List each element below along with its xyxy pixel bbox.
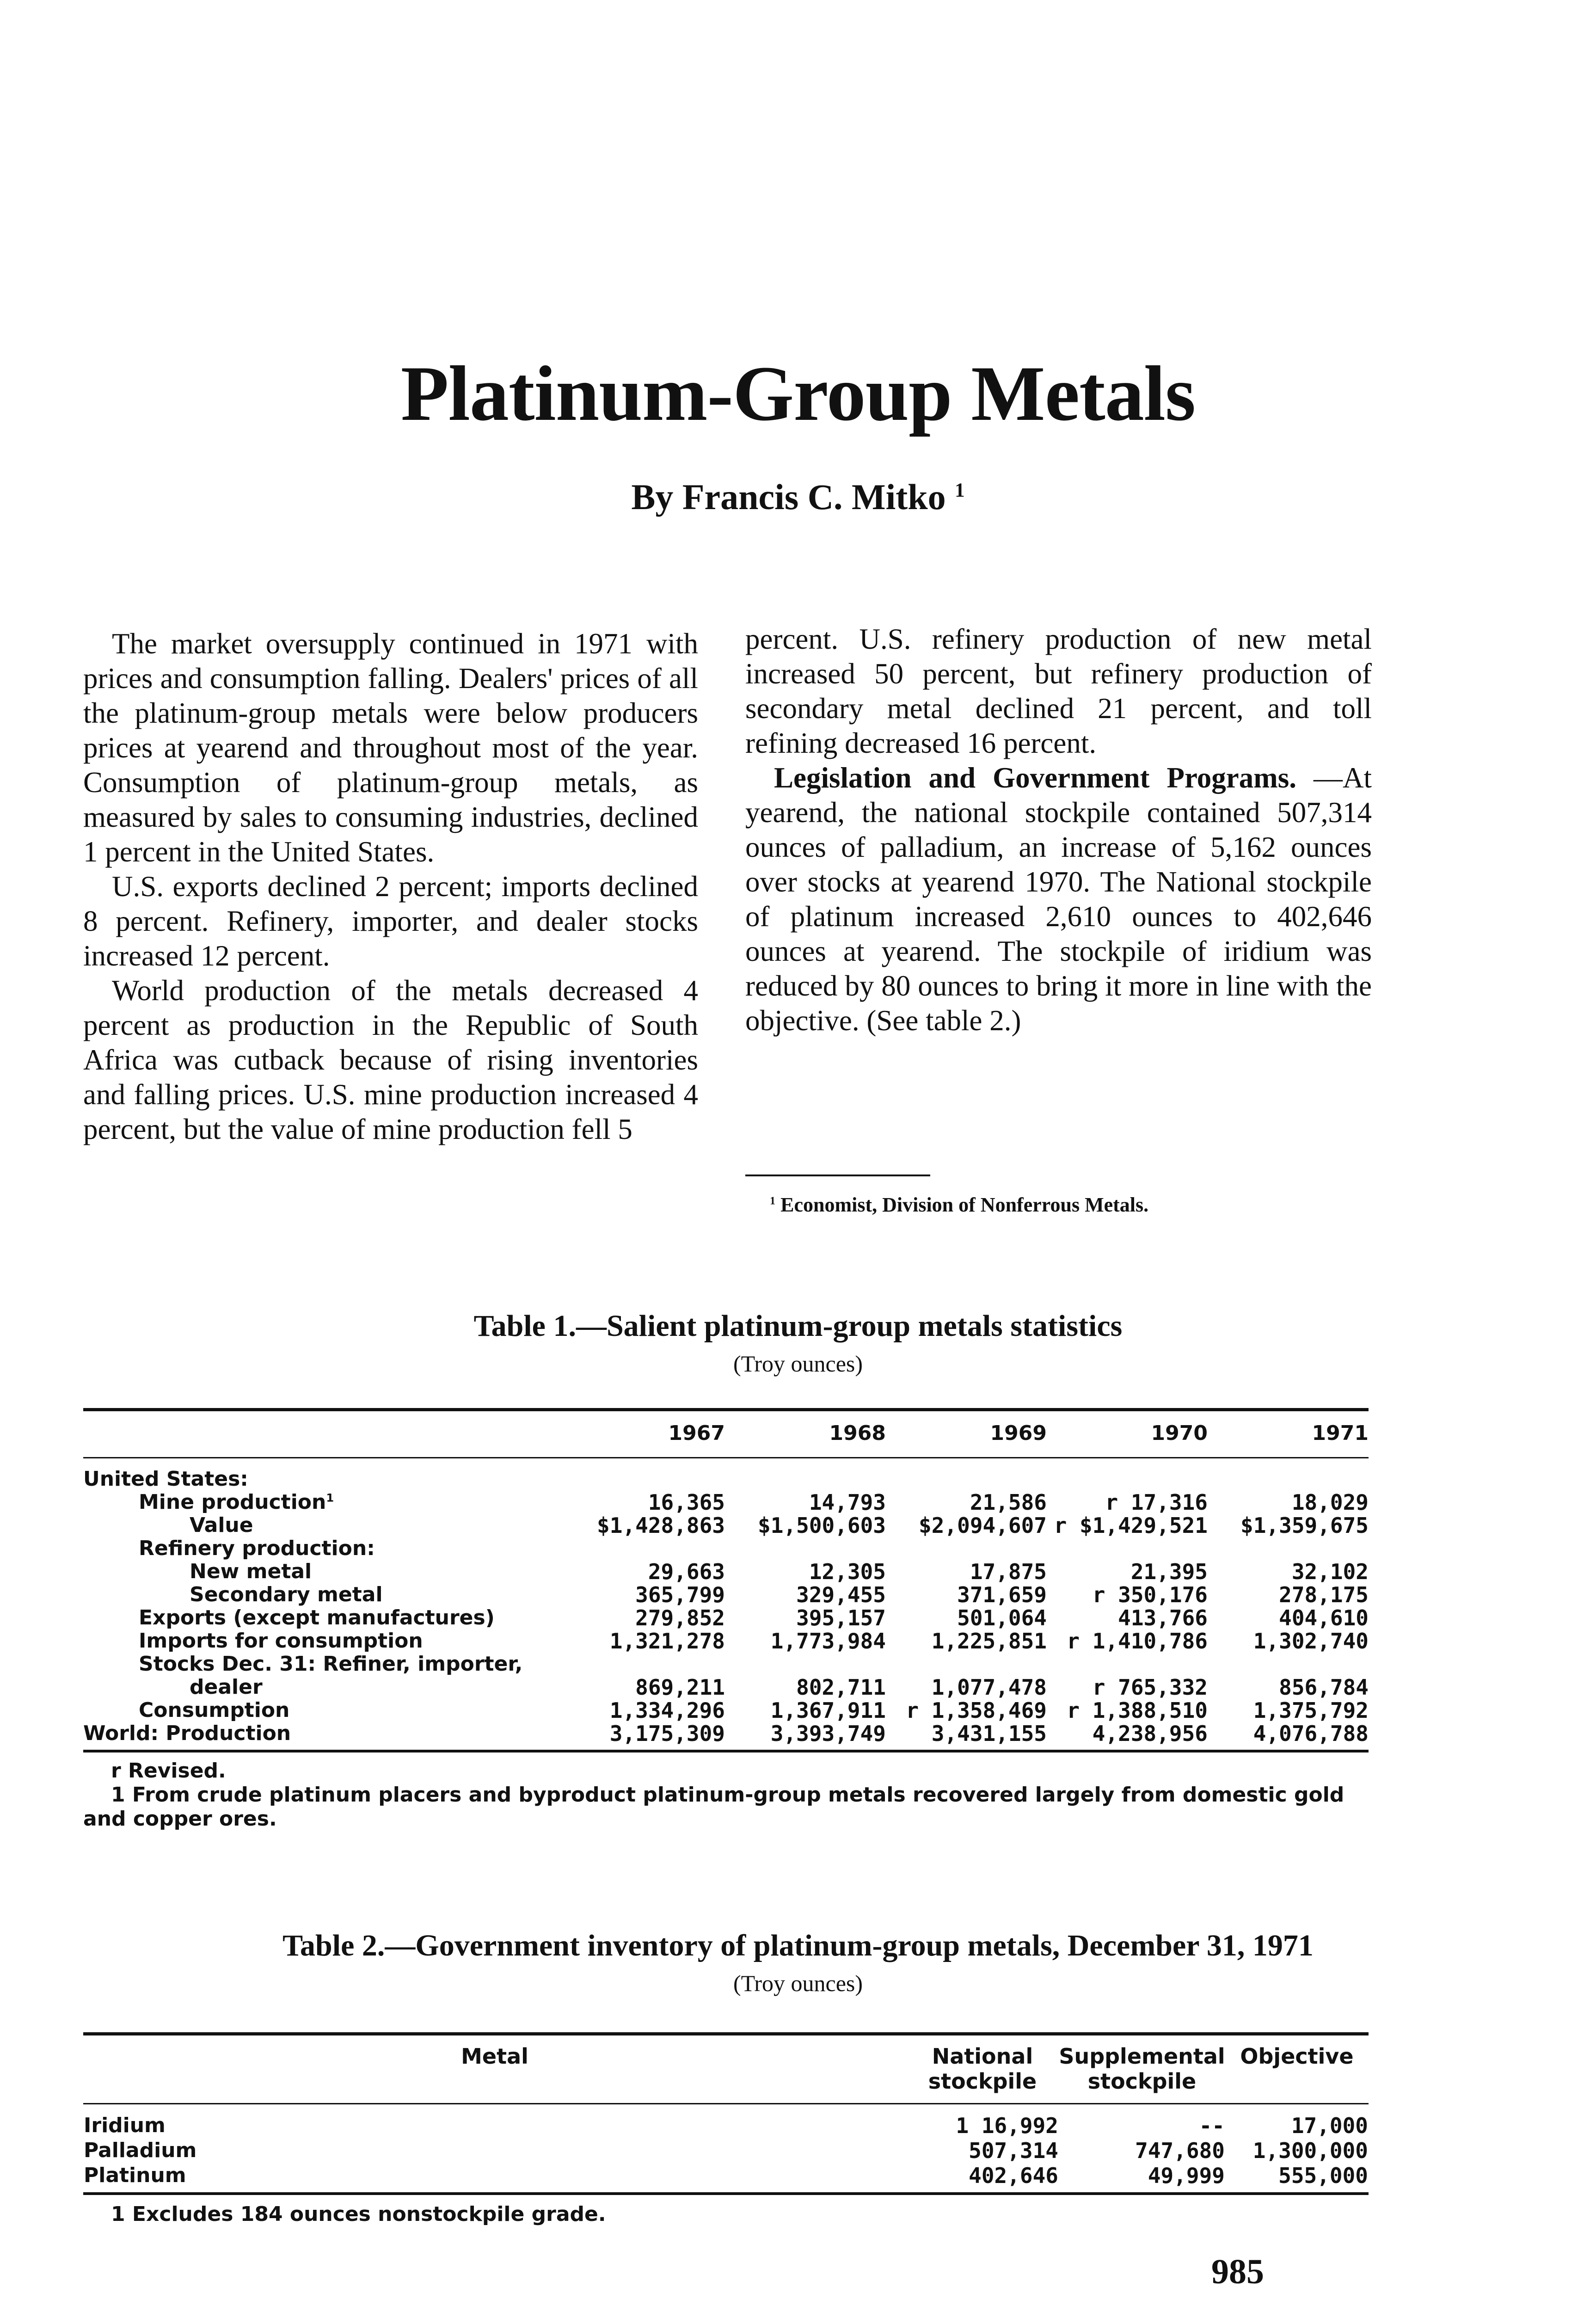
table-row [83,2163,1369,2194]
table-row [83,2138,1369,2163]
table2-caption [0,1928,1596,1997]
cell: r 1,358,469 [906,1698,1047,1723]
table2-col-header: National stockpile [906,2034,1059,2104]
cell: 278,175 [1279,1582,1369,1607]
cell: 404,610 [1279,1605,1369,1630]
cell [1208,1537,1369,1560]
cell: 3,431,155 [886,1722,1047,1751]
table1-header-label [83,1411,564,1458]
cell: r 1,388,510 [1067,1698,1208,1723]
footnote [770,1193,1148,1217]
table1-header-row [83,1411,1369,1458]
cell: 1,334,296 [609,1698,725,1723]
cell [725,1537,886,1560]
cell: 747,680 [1135,2138,1225,2163]
cell: 1 16,992 [956,2113,1058,2138]
table2-col-header: Metal [83,2034,906,2104]
cell: 507,314 [969,2138,1058,2163]
table-row [83,1653,1369,1676]
table2-col-header: Objective [1225,2034,1369,2104]
paragraph: percent. U.S. refinery production of new metal increased 50 percent, but refinery production of secondary metal declined 21 percent, and toll refining decreased 16 percent. [745,623,1372,759]
cell: 1,367,911 [770,1698,886,1723]
table1-col-header: 1968 [725,1411,886,1458]
row-label: Refinery production: [139,1537,375,1560]
cell: 371,659 [957,1582,1047,1607]
cell [1047,1458,1208,1491]
table2-unit: (Troy ounces) [733,1970,863,1996]
paragraph-text: —At yearend, the national stockpile contained 507,314 ounces of palladium, an increase of 5,162 ounces over stocks at yearend 1970. The National stockpile of platinum increased 2,610 ounces to 402,646 ounces at yearend. The stockpile of iridium was reduced by 80 ounces to bring it more in line with the objective. (See table 2.) [745,762,1372,1037]
table2-header-row [83,2034,1369,2104]
page-number: 985 [1211,2252,1264,2291]
table1-grid [83,1411,1369,1752]
cell: 501,064 [957,1605,1047,1630]
table2-title: Table 2.—Government inventory of platinum-group metals, December 31, 1971 [282,1929,1314,1962]
cell: 1,321,278 [609,1629,725,1654]
row-label: Stocks Dec. 31: Refiner, importer, [139,1652,523,1676]
cell: 413,766 [1118,1605,1208,1630]
cell: 49,999 [1059,2163,1225,2194]
paragraph: The market oversupply continued in 1971 with prices and consumption falling. Dealers' prices of all the platinum-group metals were below producers prices at yearend and throughout most of the year. Consumption of platinum-group metals, as measured by sales to consuming industries, declined 1 percent in the United States. [83,627,698,868]
table1-note-1: 1 From crude platinum placers and byproduct platinum-group metals recovered largely from domestic gold and copper ores. [83,1783,1344,1831]
cell: 16,365 [648,1490,725,1515]
row-label-text: Mine production [139,1490,326,1514]
cell [1208,1653,1369,1676]
table1-top-rule [83,1408,1369,1411]
cell: 3,175,309 [564,1722,725,1751]
footnote-text: Economist, Division of Nonferrous Metals. [780,1193,1149,1216]
cell: $1,428,863 [597,1513,725,1538]
row-label [83,1491,564,1514]
cell: 856,784 [1279,1675,1369,1700]
table1-col-header: 1971 [1208,1411,1369,1458]
cell: 1,773,984 [770,1629,886,1654]
table-row [83,1629,1369,1653]
table-row [83,1537,1369,1560]
cell: r 17,316 [1105,1490,1208,1515]
row-label: Iridium [84,2114,166,2137]
cell: 17,000 [1291,2113,1368,2138]
cell [1047,1653,1208,1676]
row-label: Platinum [83,2163,906,2194]
cell: 555,000 [1225,2163,1369,2194]
cell [886,1458,1047,1491]
row-label: Imports for consumption [139,1629,423,1653]
cell: $1,500,603 [758,1513,886,1538]
cell: $2,094,607 [919,1513,1047,1538]
section-heading: Legislation and Government Programs. [774,762,1297,794]
text-column-left [83,627,698,1147]
cell: 32,102 [1291,1559,1369,1584]
row-label: New metal [190,1560,312,1583]
table1-title: Table 1.—Salient platinum-group metals statistics [473,1309,1123,1343]
cell: 4,076,788 [1208,1722,1369,1751]
cell: $1,359,675 [1240,1513,1369,1538]
cell: 17,875 [970,1559,1047,1584]
row-label: Secondary metal [190,1583,383,1606]
cell [886,1537,1047,1560]
cell: 402,646 [906,2163,1059,2194]
cell: 21,586 [970,1490,1047,1515]
table2-grid [83,2032,1369,2195]
cell [725,1458,886,1491]
table-row [83,1676,1369,1699]
cell: 18,029 [1291,1490,1369,1515]
cell: r 1,410,786 [1067,1629,1208,1654]
cell: 4,238,956 [1047,1722,1208,1751]
cell [1047,1537,1208,1560]
cell: 279,852 [635,1605,725,1630]
paragraph: U.S. exports declined 2 percent; imports declined 8 percent. Refinery, importer, and dealer stocks increased 12 percent. [83,870,698,972]
cell: 3,393,749 [725,1722,886,1751]
text-column-right [745,622,1372,1038]
cell: 802,711 [796,1675,886,1700]
cell: 14,793 [809,1490,886,1515]
table1-caption [0,1309,1596,1377]
cell [564,1537,725,1560]
footnote-ref: 1 [326,1491,334,1505]
table2-col-header: Supplemental stockpile [1059,2034,1225,2104]
table2 [83,2032,1369,2226]
table-row [83,1583,1369,1606]
row-label: Exports (except manufactures) [139,1606,495,1629]
cell: 1,225,851 [931,1629,1047,1654]
table2-note-1: 1 Excludes 184 ounces nonstockpile grade. [111,2202,606,2226]
table1-col-header: 1970 [1047,1411,1208,1458]
cell [564,1458,725,1491]
page-title: Platinum-Group Metals [400,350,1196,437]
legislation-paragraph [745,761,1372,1038]
paragraph: World production of the metals decreased 4 percent as production in the Republic of South Africa was cutback because of rising inventories and falling prices. U.S. mine production increased 4 percent, but the value of mine production fell 5 [83,974,698,1145]
table-row [83,1491,1369,1514]
table1-note-revised: r Revised. [111,1759,226,1783]
cell: 12,305 [809,1559,886,1584]
cell: r $1,429,521 [1054,1513,1208,1538]
table1-col-header: 1967 [564,1411,725,1458]
footnote-divider [745,1174,930,1176]
table1-col-header: 1969 [886,1411,1047,1458]
cell: 21,395 [1130,1559,1208,1584]
table1-notes [83,1759,1369,1831]
cell: 1,375,792 [1253,1698,1369,1723]
footnote-mark: 1 [770,1194,776,1207]
cell: r 765,332 [1092,1675,1208,1700]
cell [1208,1458,1369,1491]
byline [0,476,1596,518]
cell: 1,300,000 [1252,2138,1368,2163]
cell: 395,157 [796,1605,886,1630]
table-row [83,1606,1369,1629]
row-label: dealer [190,1675,263,1699]
cell [725,1653,886,1676]
row-label: United States: [83,1467,248,1491]
byline-text: By Francis C. Mitko [631,477,946,517]
cell: -- [1199,2113,1225,2138]
cell: 1,302,740 [1253,1629,1369,1654]
row-label: Consumption [139,1698,290,1722]
row-label: Value [190,1513,253,1537]
table-row [83,1458,1369,1491]
cell: 1,077,478 [931,1675,1047,1700]
cell: 29,663 [648,1559,725,1584]
cell [564,1653,725,1676]
table1-unit: (Troy ounces) [733,1351,863,1377]
table-row [83,1699,1369,1722]
cell: r 350,176 [1092,1582,1208,1607]
row-label: Palladium [84,2139,197,2162]
cell: 869,211 [635,1675,725,1700]
cell: 365,799 [635,1582,725,1607]
table-row [83,1722,1369,1751]
table1 [83,1408,1369,1831]
table-row [83,1560,1369,1583]
footnote-ref: 1 [955,480,965,501]
cell: 329,455 [796,1582,886,1607]
row-label: World: Production [83,1722,564,1751]
cell [886,1653,1047,1676]
table-row [83,2104,1369,2139]
table-row [83,1514,1369,1537]
